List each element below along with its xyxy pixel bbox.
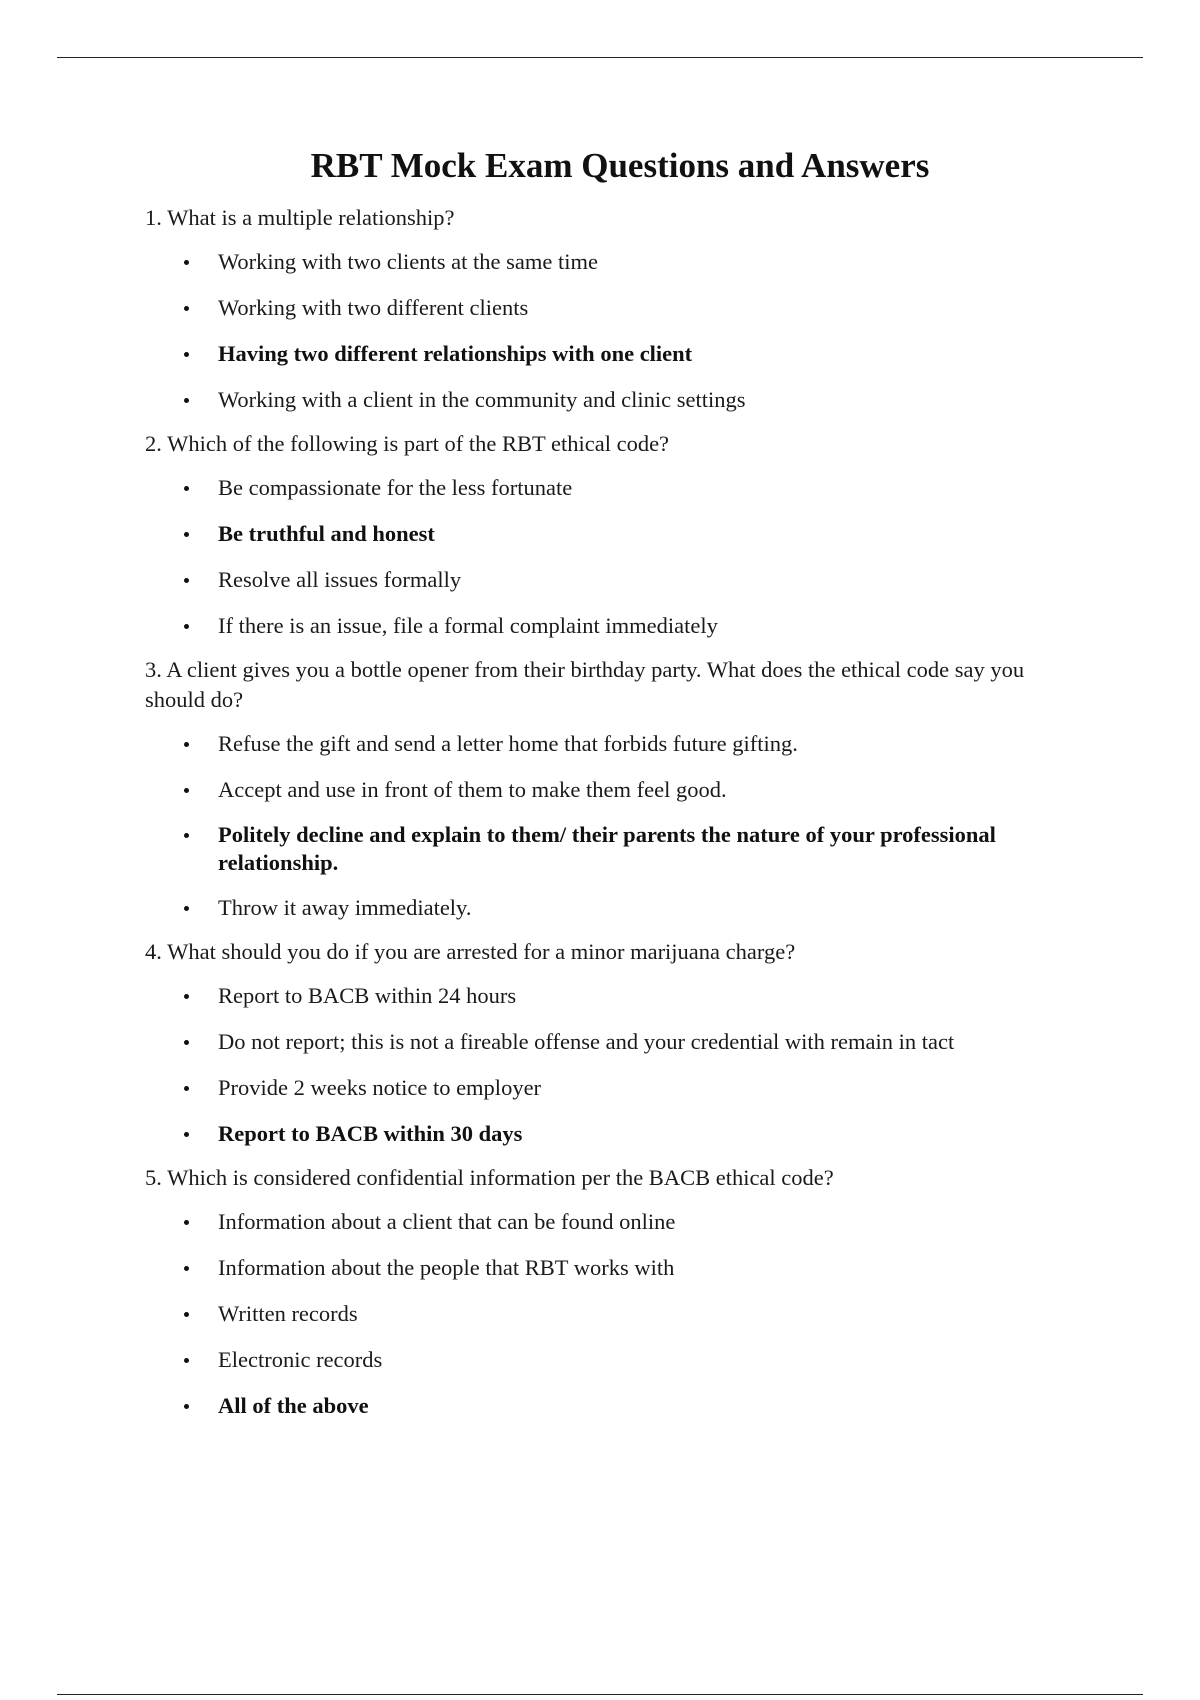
correct-answer-option: All of the above — [145, 1391, 1065, 1421]
answer-option: Refuse the gift and send a letter home that forbids future gifting. — [145, 729, 1065, 759]
answer-options — [145, 1207, 1065, 1421]
question-text: 2. Which of the following is part of the RBT ethical code? — [145, 431, 670, 456]
answer-options — [145, 247, 1065, 415]
answer-option: Working with a client in the community and clinic settings — [145, 385, 1065, 415]
answer-option: Report to BACB within 24 hours — [145, 981, 1065, 1011]
answer-option: Written records — [145, 1299, 1065, 1329]
page-title: RBT Mock Exam Questions and Answers — [310, 146, 930, 185]
question-list — [145, 203, 1065, 1435]
question-text: 4. What should you do if you are arrested for a minor marijuana charge? — [145, 939, 796, 964]
question-text: 3. A client gives you a bottle opener from their birthday party. What does the ethical code say you should do? — [145, 657, 1025, 712]
answer-option: Information about the people that RBT works with — [145, 1253, 1065, 1283]
answer-option: Throw it away immediately. — [145, 893, 1065, 923]
bottom-rule — [57, 1694, 1143, 1695]
correct-answer-option: Politely decline and explain to them/ their parents the nature of your professional relationship. — [145, 821, 1065, 877]
answer-options — [145, 729, 1065, 923]
correct-answer-option: Having two different relationships with one client — [145, 339, 1065, 369]
correct-answer-option: Be truthful and honest — [145, 519, 1065, 549]
answer-option: Information about a client that can be found online — [145, 1207, 1065, 1237]
correct-answer-option: Report to BACB within 30 days — [145, 1119, 1065, 1149]
answer-options — [145, 981, 1065, 1149]
answer-option: If there is an issue, file a formal complaint immediately — [145, 611, 1065, 641]
answer-option: Working with two clients at the same time — [145, 247, 1065, 277]
question-2 — [145, 429, 1065, 641]
answer-option: Accept and use in front of them to make them feel good. — [145, 775, 1065, 805]
answer-options — [145, 473, 1065, 641]
answer-option: Electronic records — [145, 1345, 1065, 1375]
question-5 — [145, 1163, 1065, 1421]
answer-option: Do not report; this is not a fireable offense and your credential with remain in tact — [145, 1027, 1065, 1057]
question-1 — [145, 203, 1065, 415]
answer-option: Provide 2 weeks notice to employer — [145, 1073, 1065, 1103]
question-text: 1. What is a multiple relationship? — [145, 205, 455, 230]
answer-option: Resolve all issues formally — [145, 565, 1065, 595]
answer-option: Be compassionate for the less fortunate — [145, 473, 1065, 503]
question-3 — [145, 655, 1065, 923]
top-rule — [57, 57, 1143, 58]
answer-option: Working with two different clients — [145, 293, 1065, 323]
question-4 — [145, 937, 1065, 1149]
question-text: 5. Which is considered confidential information per the BACB ethical code? — [145, 1165, 834, 1190]
